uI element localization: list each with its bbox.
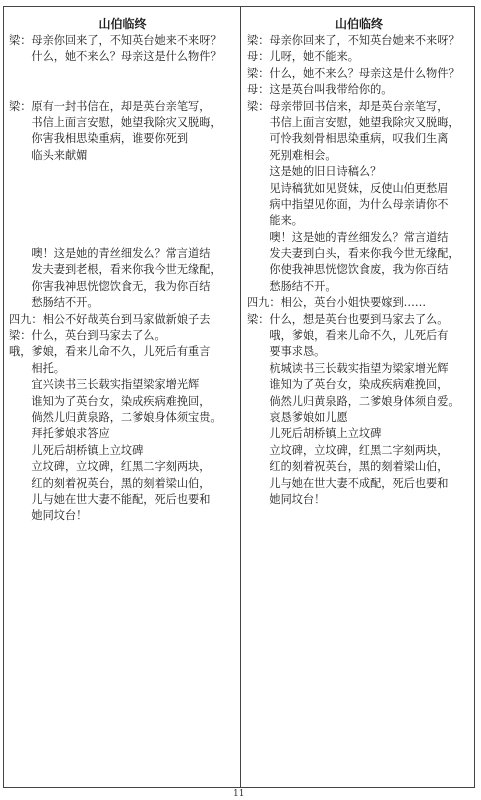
text-line: 梁：母亲带回书信来，却是英台亲笔写， <box>247 99 449 113</box>
text-line: 发夫妻到白头，看来你我今世无缘配， <box>247 247 460 261</box>
text-line: 哦，爹娘，看来儿命不久，儿死后有重言 <box>9 345 211 359</box>
text-line: 梁：母亲你回来了，不知英台她来不来呀？ <box>9 34 222 47</box>
text-line: 梁：什么，想是英台也要到马家去了么。 <box>247 312 449 326</box>
text-line: 她同坟台！ <box>247 492 326 506</box>
text-line: 梁：原有一封书信在，却是英台亲笔写， <box>9 99 211 113</box>
text-line: 梁：什么，她不来么？母亲这是什么物件？ <box>247 66 460 80</box>
left-column-title: 山伯临终 <box>98 17 147 31</box>
text-line: 倘然儿归黄泉路，二爹娘身体须宝贵。 <box>9 410 222 424</box>
text-line: 儿死后胡桥镇上立坟碑 <box>247 427 382 441</box>
text-line: 梁：母亲你回来了，不知英台她来不来呀？ <box>247 34 460 47</box>
right-column-title: 山伯临终 <box>334 17 383 31</box>
text-line: 红的刻着祝英台，黑的刻着梁山伯， <box>247 460 449 474</box>
text-line <box>9 66 236 82</box>
text-line: 发夫妻到老根，看来你我今世无缘配， <box>9 263 222 277</box>
text-line: 你使我神思恍惚饮食废，我为你百结 <box>247 263 449 277</box>
text-line: 哦，爹娘，看来儿命不久，儿死后有 <box>247 329 449 343</box>
text-line: 这是她的旧日诗稿么？ <box>247 165 382 179</box>
text-line <box>9 181 236 197</box>
text-line <box>9 82 236 98</box>
comparison-table <box>3 6 475 788</box>
text-line: 儿与她在世大妻不成配，死后也要和 <box>247 476 449 490</box>
text-line: 谁知为了英台女，染成疾病难挽回， <box>247 378 449 392</box>
text-line: 病中指望见你面，为什么母亲请你不 <box>247 197 449 211</box>
text-line: 红的刻着祝英台，黑的刻着梁山伯， <box>9 476 211 490</box>
text-line: 临头来献媚 <box>9 148 88 162</box>
text-line: 拜托爹娘求答应 <box>9 427 110 441</box>
text-line: 能来。 <box>247 214 303 228</box>
text-line: 立坟碑，立坟碑，红黑二字刻两块， <box>247 443 449 457</box>
text-line: 四九：相公不好哉英台到马家做新娘子去 <box>9 312 211 326</box>
text-line: 你害我相思染重病，谁要你死到 <box>9 132 189 146</box>
text-line: 儿死后胡桥镇上立坟碑 <box>9 443 144 457</box>
text-line: 死别难相会。 <box>247 148 337 162</box>
text-line: 见诗稿犹如见贤妹，反使山伯更愁眉 <box>247 181 449 195</box>
text-line: 四九：相公，英台小姐快要嫁到…… <box>247 296 427 310</box>
left-column-text <box>9 33 236 525</box>
text-line: 你害我神思恍惚饮食无，我为你百结 <box>9 279 211 293</box>
text-line: 相托。 <box>9 361 65 375</box>
text-line: 噢！这是她的青丝细发么？常言道结 <box>9 247 211 261</box>
text-line: 儿与她在世大妻不能配，死后也要和 <box>9 492 211 506</box>
text-line <box>9 230 236 246</box>
text-line: 梁：什么，英台到马家去了么。 <box>9 329 166 343</box>
text-line: 她同坟台！ <box>9 509 88 523</box>
right-column-text <box>247 33 471 508</box>
text-line: 母：儿呀，她不能来。 <box>247 50 359 64</box>
text-line: 杭城读书三长载实指望为梁家增光辉 <box>247 361 449 375</box>
text-line <box>9 213 236 229</box>
text-line <box>9 197 236 213</box>
text-line: 噢！这是她的青丝细发么？常言道结 <box>247 230 449 244</box>
text-line: 母：这是英台叫我带给你的。 <box>247 83 393 97</box>
text-line: 愁肠结不开。 <box>9 296 99 310</box>
text-line: 书信上面言安慰，她望我除灾又脱晦， <box>247 115 460 129</box>
left-column <box>4 7 240 787</box>
text-line: 愁肠结不开。 <box>247 279 337 293</box>
text-line: 哀恳爹娘如儿愿 <box>247 410 348 424</box>
text-line: 倘然儿归黄泉路，二爹娘身体须自爱。 <box>247 394 460 408</box>
text-line: 谁知为了英台女，染成疾病难挽回， <box>9 394 211 408</box>
text-line: 要事求恳。 <box>247 345 326 359</box>
text-line: 可怜我刻骨相思染重病，叹我们生离 <box>247 132 449 146</box>
text-line <box>9 164 236 180</box>
right-column <box>241 7 475 787</box>
text-line: 书信上面言安慰，她望我除灾又脱晦， <box>9 115 222 129</box>
text-line: 立坟碑，立坟碑，红黑二字刻两块， <box>9 460 211 474</box>
page-number: 11 <box>233 789 245 799</box>
text-line: 什么，她不来么？母亲这是什么物件？ <box>9 50 222 64</box>
text-line: 宜兴读书三长载实指望梁家增光辉 <box>9 378 200 392</box>
